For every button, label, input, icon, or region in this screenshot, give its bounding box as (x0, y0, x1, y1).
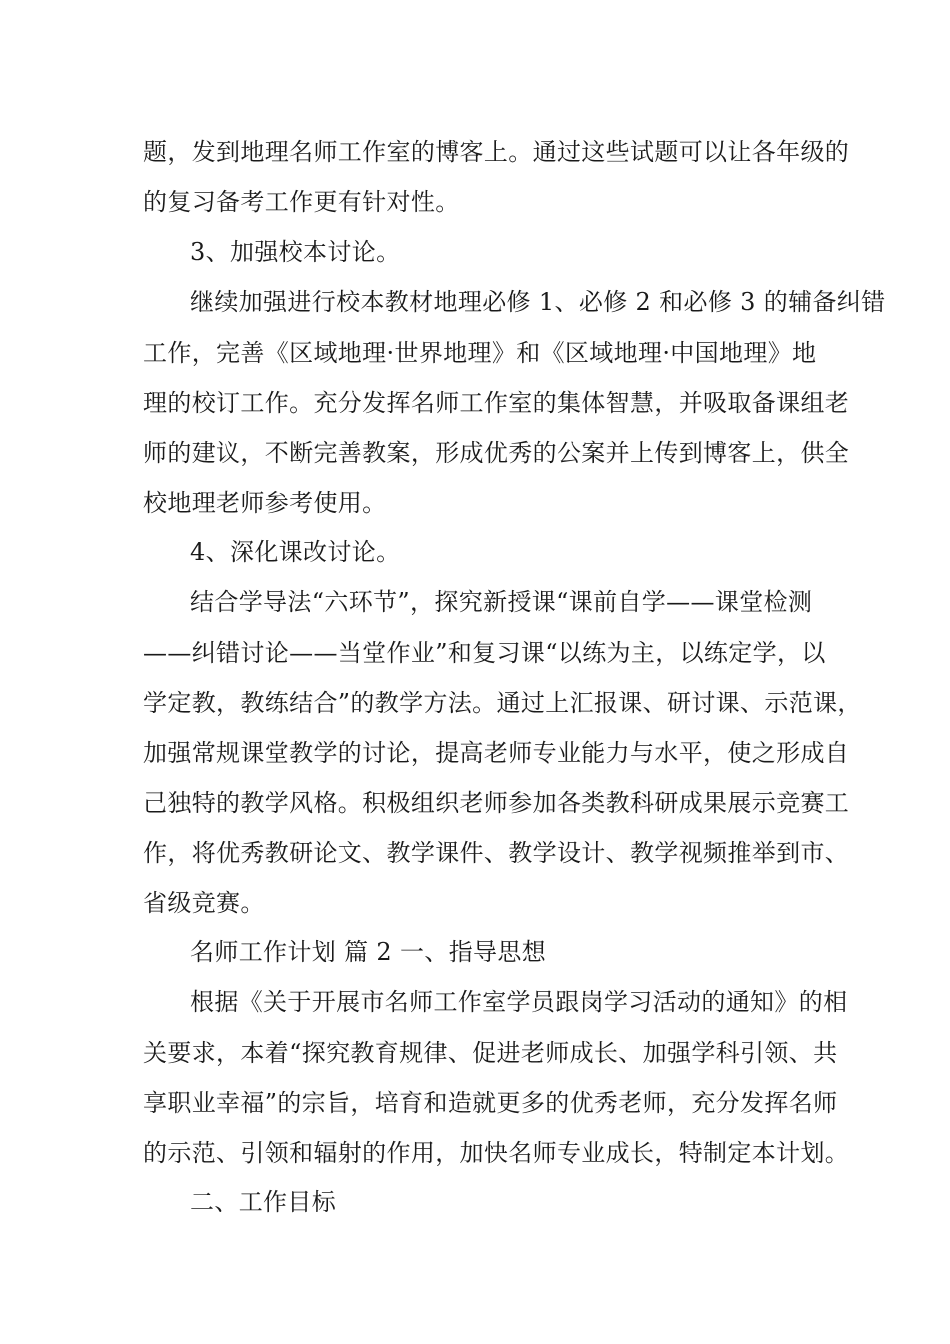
paragraph-line: 加强常规课堂教学的讨论，提高老师专业能力与水平，使之形成自 (143, 739, 850, 767)
paragraph-line: 关要求，本着“探究教育规律、促进老师成长、加强学科引领、共 (143, 1039, 838, 1067)
section-heading: 4、深化课改讨论。 (190, 538, 401, 566)
paragraph-line: 学定教，教练结合”的教学方法。通过上汇报课、研讨课、示范课， (143, 689, 862, 717)
paragraph-line: 工作，完善《区域地理·世界地理》和《区域地理·中国地理》地 (143, 339, 817, 367)
paragraph-line: 省级竞赛。 (143, 889, 265, 917)
paragraph-line: 校地理老师参考使用。 (143, 489, 387, 517)
paragraph-line: 师的建议，不断完善教案，形成优秀的公案并上传到博客上，供全 (143, 439, 850, 467)
text-line: 的复习备考工作更有针对性。 (143, 188, 460, 216)
paragraph-line: 继续加强进行校本教材地理必修 1、必修 2 和必修 3 的辅备纠错 (190, 288, 886, 316)
section-heading: 3、加强校本讨论。 (190, 238, 401, 266)
paragraph-line: 作，将优秀教研论文、教学课件、教学设计、教学视频推举到市、 (143, 839, 850, 867)
paragraph-line: ——纠错讨论——当堂作业”和复习课“以练为主，以练定学，以 (143, 639, 826, 667)
text-line: 题，发到地理名师工作室的博客上。通过这些试题可以让各年级的 (143, 138, 850, 166)
paragraph-line: 己独特的教学风格。积极组织老师参加各类教科研成果展示竞赛工 (143, 789, 850, 817)
paragraph-line: 的示范、引领和辐射的作用，加快名师专业成长，特制定本计划。 (143, 1139, 850, 1167)
section-heading: 二、工作目标 (190, 1188, 337, 1216)
paragraph-line: 结合学导法“六环节”，探究新授课“课前自学——课堂检测 (190, 588, 813, 616)
paragraph-line: 理的校订工作。充分发挥名师工作室的集体智慧，并吸取备课组老 (143, 389, 850, 417)
section-heading: 名师工作计划 篇 2 一、指导思想 (190, 938, 547, 966)
paragraph-line: 根据《关于开展市名师工作室学员跟岗学习活动的通知》的相 (190, 988, 848, 1016)
paragraph-line: 享职业幸福”的宗旨，培育和造就更多的优秀老师，充分发挥名师 (143, 1089, 838, 1117)
